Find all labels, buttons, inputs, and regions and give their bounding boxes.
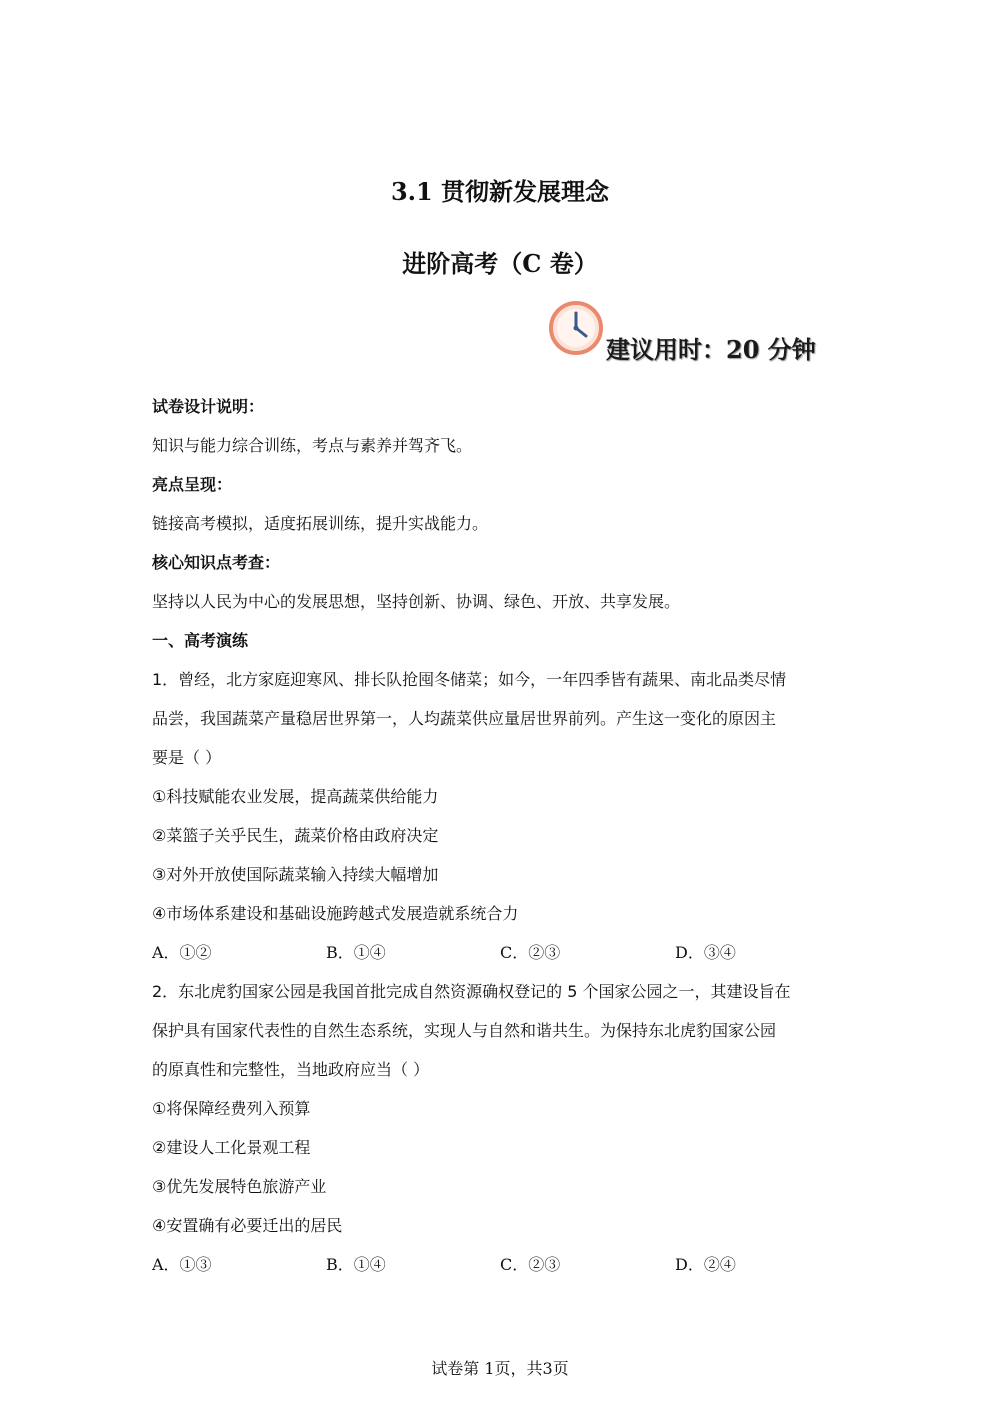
design-text: 知识与能力综合训练，考点与素养并驾齐飞。 bbox=[152, 436, 473, 455]
question-2-option-d: D．②④ bbox=[675, 1255, 736, 1274]
question-1-statement: ③对外开放使国际蔬菜输入持续大幅增加 bbox=[152, 865, 439, 884]
clock-icon bbox=[548, 300, 604, 356]
question-2-option-c: C．②③ bbox=[500, 1255, 561, 1274]
question-1-statement: ②菜篮子关乎民生，蔬菜价格由政府决定 bbox=[152, 826, 439, 845]
question-1-line: 品尝，我国蔬菜产量稳居世界第一，人均蔬菜供应量居世界前列。产生这一变化的原因主 bbox=[152, 709, 777, 728]
highlight-text: 链接高考模拟，适度拓展训练，提升实战能力。 bbox=[152, 514, 489, 533]
question-1-statement: ①科技赋能农业发展，提高蔬菜供给能力 bbox=[152, 787, 439, 806]
section-title: 一、高考演练 bbox=[152, 631, 249, 650]
design-heading: 试卷设计说明： bbox=[152, 397, 265, 416]
question-2-statement: ③优先发展特色旅游产业 bbox=[152, 1177, 327, 1196]
page-footer: 试卷第 1页，共3页 bbox=[431, 1359, 569, 1378]
suggested-time-label: 建议用时：20 分钟 bbox=[606, 335, 816, 364]
question-2-statement: ②建设人工化景观工程 bbox=[152, 1138, 311, 1157]
question-1-line: 1．曾经，北方家庭迎寒风、排长队抢囤冬储菜；如今，一年四季皆有蔬果、南北品类尽情 bbox=[152, 670, 787, 689]
core-heading: 核心知识点考查： bbox=[152, 553, 281, 572]
question-2-line: 的原真性和完整性，当地政府应当（ ） bbox=[152, 1060, 430, 1079]
question-2-statement: ①将保障经费列入预算 bbox=[152, 1099, 311, 1118]
question-2-line: 保护具有国家代表性的自然生态系统，实现人与自然和谐共生。为保持东北虎豹国家公园 bbox=[152, 1021, 777, 1040]
core-text: 坚持以人民为中心的发展思想，坚持创新、协调、绿色、开放、共享发展。 bbox=[152, 592, 681, 611]
question-1-line: 要是（ ） bbox=[152, 748, 222, 767]
question-1-option-d: D．③④ bbox=[675, 943, 736, 962]
document-title: 3.1 贯彻新发展理念 bbox=[390, 177, 610, 206]
highlight-heading: 亮点呈现： bbox=[152, 475, 233, 494]
question-1-option-a: A．①② bbox=[152, 943, 212, 962]
question-2-option-a: A．①③ bbox=[152, 1255, 212, 1274]
question-2-line: 2．东北虎豹国家公园是我国首批完成自然资源确权登记的 5 个国家公园之一，其建设旨在 bbox=[152, 982, 791, 1001]
document-subtitle: 进阶高考（C 卷） bbox=[402, 249, 598, 278]
question-1-option-b: B．①④ bbox=[326, 943, 386, 962]
question-2-option-b: B．①④ bbox=[326, 1255, 386, 1274]
question-1-statement: ④市场体系建设和基础设施跨越式发展造就系统合力 bbox=[152, 904, 519, 923]
question-2-statement: ④安置确有必要迁出的居民 bbox=[152, 1216, 343, 1235]
question-1-option-c: C．②③ bbox=[500, 943, 561, 962]
